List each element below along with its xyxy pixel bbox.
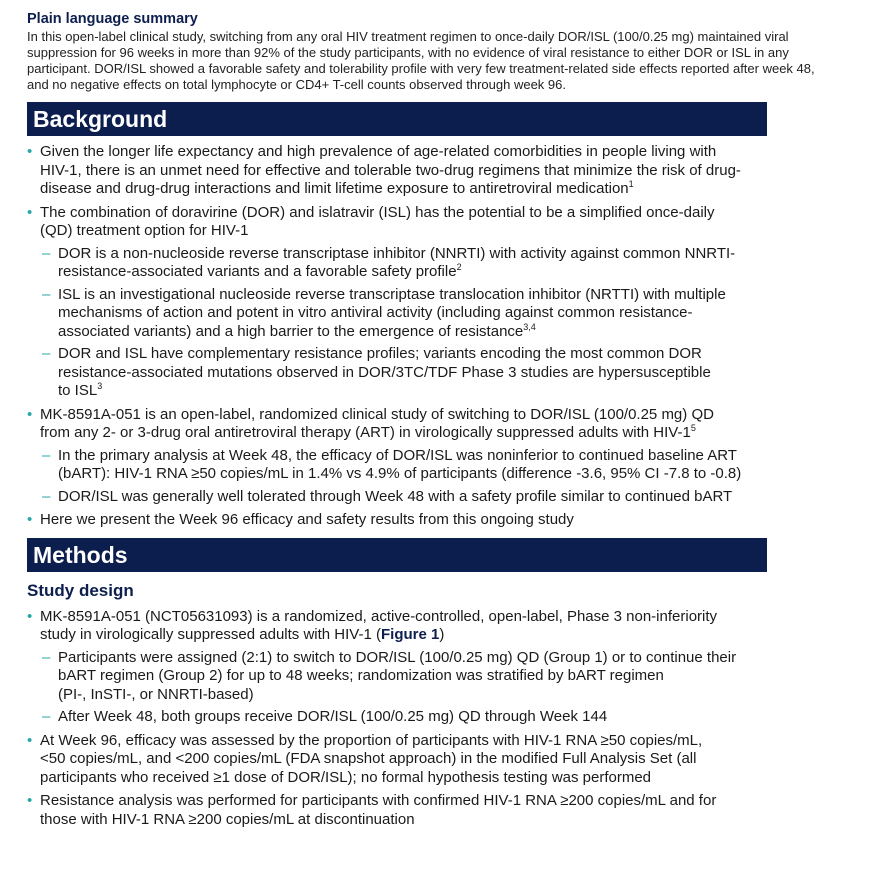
text-line: – Participants were assigned (2:1) to switch to DOR/ISL (100/0.25 mg) QD (Group 1) or to continue their (58, 648, 737, 666)
list-item (27, 732, 879, 788)
list-item (27, 143, 879, 199)
sub-list-item (42, 649, 879, 705)
sub-list (42, 649, 879, 727)
sub-list-item (42, 447, 879, 484)
text-line: resistance-associated mutations observed in DOR/3TC/TDF Phase 3 studies are hypersusceptible (58, 363, 711, 381)
sub-list-item (42, 286, 879, 342)
plain-summary-text (27, 29, 879, 93)
text-span: associated variants) and a high barrier to the emergence of resistance (58, 322, 524, 340)
text-line: – In the primary analysis at Week 48, the efficacy of DOR/ISL was noninferior to continued baseline ART (58, 446, 737, 464)
citation: 1 (628, 179, 634, 189)
methods-list (27, 608, 879, 830)
citation: 2 (456, 262, 462, 272)
text-line: those with HIV-1 RNA ≥200 copies/mL at discontinuation (40, 810, 415, 828)
text-line: – DOR/ISL was generally well tolerated through Week 48 with a safety profile similar to continued bART (58, 487, 733, 505)
text-line: participants who received ≥1 dose of DOR/ISL); no formal hypothesis testing was performed (40, 768, 652, 786)
text-line: • MK-8591A-051 is an open-label, randomized clinical study of switching to DOR/ISL (100/0.25 mg) QD (40, 405, 714, 423)
text-line: – DOR and ISL have complementary resistance profiles; variants encoding the most common DOR (58, 345, 702, 362)
text-span: to ISL (58, 382, 98, 399)
text-span: from any 2- or 3-drug oral antiretroviral therapy (ART) in virologically suppressed adults with HIV-1 (40, 424, 691, 441)
sub-list (42, 245, 879, 401)
text-line (58, 263, 879, 282)
text-line: bART regimen (Group 2) for up to 48 weeks; randomization was stratified by bART regimen (58, 667, 664, 684)
text-line: <50 copies/mL, and <200 copies/mL (FDA snapshot approach) in the modified Full Analysis Set (all (40, 750, 697, 767)
text-span: disease and drug-drug interactions and limit lifetime exposure to antiretroviral medication (40, 180, 629, 197)
list-item (27, 792, 879, 829)
citation: 3 (97, 381, 103, 391)
text-line (58, 382, 879, 401)
text-line: suppression for 96 weeks in more than 92% of the study participants, with no evidence of viral resistance to either DOR or ISL in any (27, 45, 789, 60)
text-line: • Here we present the Week 96 efficacy and safety results from this ongoing study (40, 511, 574, 528)
text-span: resistance-associated variants and a favorable safety profile (58, 263, 457, 280)
text-line (40, 626, 879, 645)
list-item (27, 204, 879, 401)
poster-section (27, 10, 879, 834)
text-line: • MK-8591A-051 (NCT05631093) is a randomized, active-controlled, open-label, Phase 3 non-inferiority (40, 607, 718, 625)
citation: 5 (690, 423, 696, 433)
sub-list-item (42, 245, 879, 282)
text-line: (PI-, InSTI-, or NNRTI-based) (58, 685, 254, 703)
text-line: HIV-1, there is an unmet need for effective and tolerable two-drug regimens that minimize the risk of drug- (40, 161, 741, 179)
plain-language-summary (27, 10, 879, 93)
sub-list-item (42, 708, 879, 727)
sub-list-item (42, 345, 879, 401)
plain-summary-title: Plain language summary (27, 11, 198, 27)
text-line: – ISL is an investigational nucleoside reverse transcriptase translocation inhibitor (NRTTI) with multiple (58, 285, 726, 303)
text-line: – After Week 48, both groups receive DOR/ISL (100/0.25 mg) QD through Week 144 (58, 708, 608, 725)
sub-list-item (42, 488, 879, 507)
text-line: participant. DOR/ISL showed a favorable safety and tolerability profile with very few treatment-related side effects reported after week 48, (27, 61, 815, 76)
text-line (40, 424, 879, 443)
text-span: ) (439, 626, 445, 643)
methods-heading: Methods (27, 538, 767, 572)
text-span: study in virologically suppressed adults with HIV-1 ( (40, 626, 381, 643)
background-list (27, 143, 879, 530)
sub-list (42, 447, 879, 507)
background-heading: Background (27, 102, 767, 136)
text-line (40, 180, 879, 199)
list-item (27, 608, 879, 727)
citation: 3,4 (523, 321, 536, 332)
text-line: – DOR is a non-nucleoside reverse transcriptase inhibitor (NNRTI) with activity against common NNRTI- (58, 244, 736, 262)
text-line: In this open-label clinical study, switching from any oral HIV treatment regimen to once-daily DOR/ISL (100/0.25 mg) maintained viral (27, 29, 789, 44)
text-line: and no negative effects on total lymphocyte or CD4+ T-cell counts observed through week 96. (27, 77, 566, 92)
text-line: (bART): HIV-1 RNA ≥50 copies/mL in 1.4% vs 4.9% of participants (difference -3.6, 95% CI -7.8 to -0.8) (58, 465, 742, 482)
text-line: • The combination of doravirine (DOR) and islatravir (ISL) has the potential to be a simplified once-daily (40, 203, 715, 221)
text-line: • Given the longer life expectancy and high prevalence of age-related comorbidities in people living with (40, 143, 717, 160)
text-line: • Resistance analysis was performed for participants with confirmed HIV-1 RNA ≥200 copies/mL and for (40, 792, 717, 809)
list-item (27, 511, 879, 530)
text-line (58, 323, 879, 342)
text-line: • At Week 96, efficacy was assessed by the proportion of participants with HIV-1 RNA ≥50 copies/mL, (40, 731, 703, 749)
list-item (27, 406, 879, 507)
text-line: mechanisms of action and potent in vitro antiviral activity (including against common resistance- (58, 304, 693, 321)
text-line: (QD) treatment option for HIV-1 (40, 222, 249, 239)
study-design-heading: Study design (27, 580, 134, 600)
figure-reference: Figure 1 (381, 626, 440, 643)
